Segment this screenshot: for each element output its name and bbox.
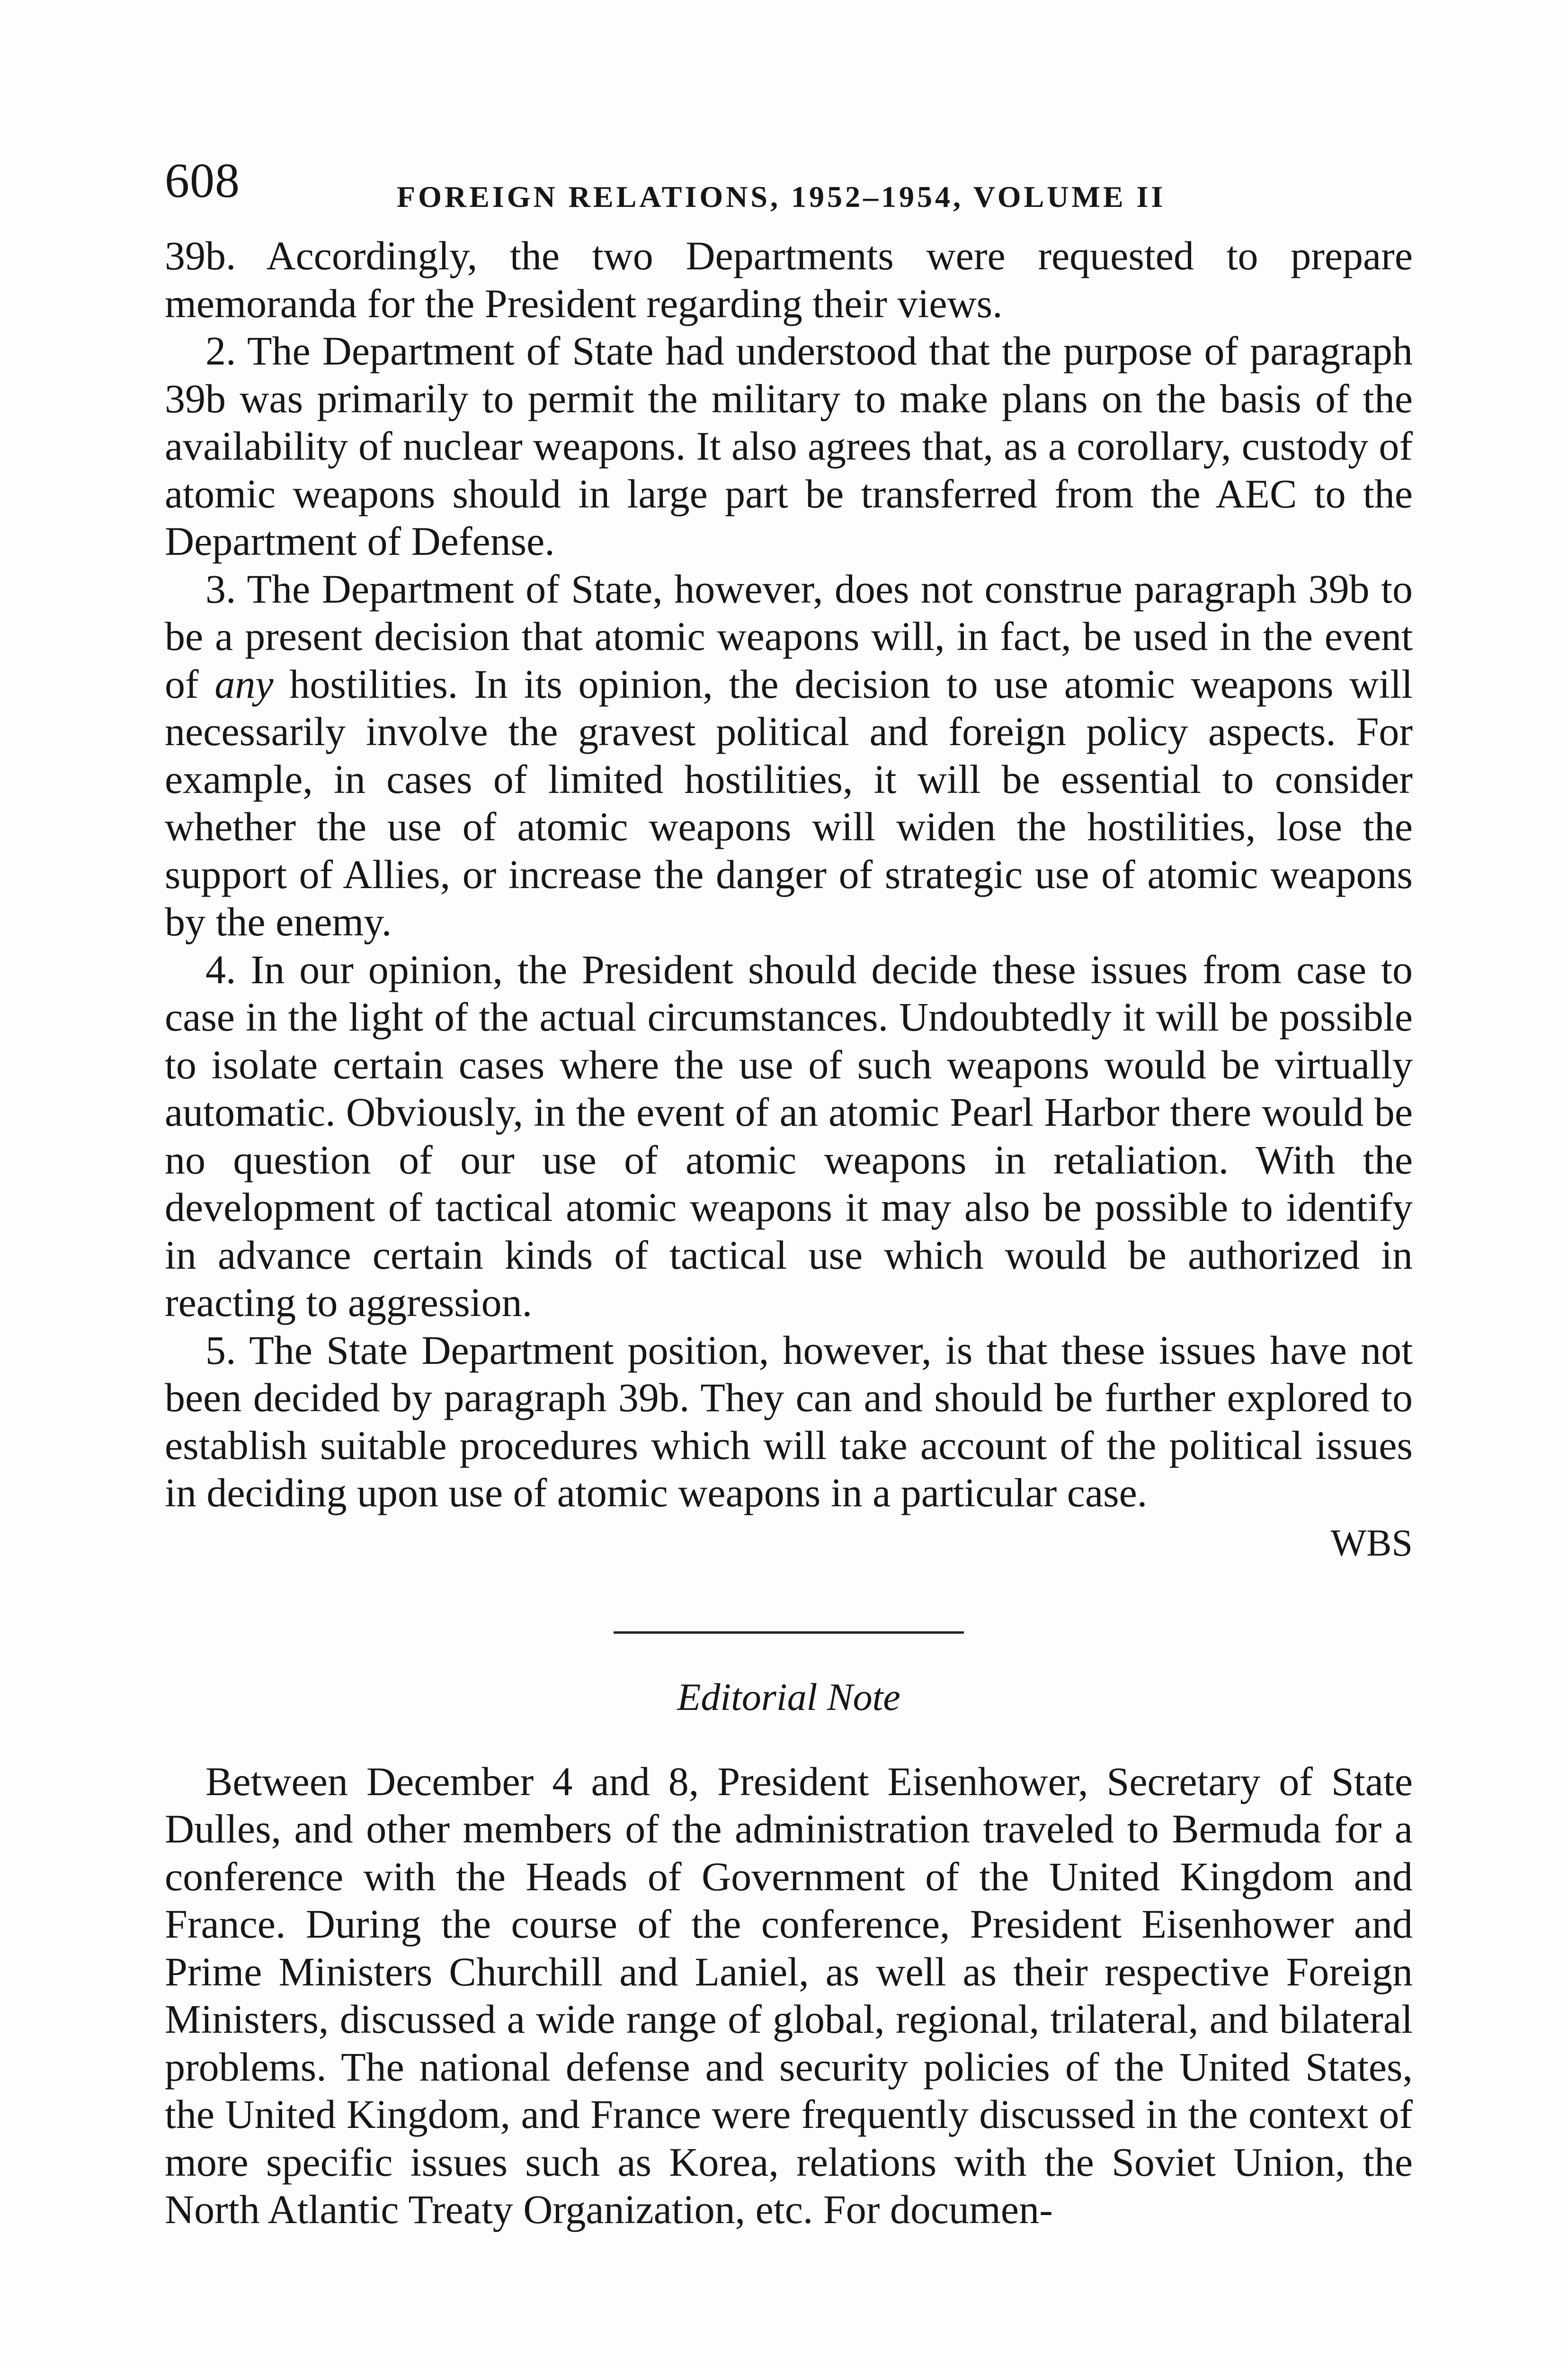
memo-body — [165, 232, 1413, 1567]
document-page — [165, 153, 1413, 2234]
editorial-note-paragraph: Between December 4 and 8, President Eisenhower, Secretary of State Dulles, and other members of the administration traveled to Bermuda for a conference with the Heads of Government of the United Kingdom and France. During the course of the conference, President Eisenhower and Prime Ministers Churchill and Laniel, as well as their respective Foreign Ministers, discussed a wide range of global, regional, trilateral, and bilateral problems. The national defense and security policies of the United States, the United Kingdom, and France were frequently discussed in the context of more specific issues such as Korea, relations with the Soviet Union, the North Atlantic Treaty Organization, etc. For documen- — [165, 1758, 1413, 2232]
section-divider — [614, 1631, 964, 1634]
memo-paragraph-5: 5. The State Department position, however, is that these issues have not been decided by paragraph 39b. They can and should be further explored to establish suitable procedures which will take account of the political issues in deciding upon use of atomic weapons in a particular case. — [165, 1327, 1413, 1515]
memo-paragraph-4: 4. In our opinion, the President should decide these issues from case to case in the light of the actual circumstances. Undoubtedly it will be possible to isolate certain cases where the use of such weapons would be virtually automatic. Obviously, in the event of an atomic Pearl Harbor there would be no question of our use of atomic weapons in retaliation. With the development of tactical atomic weapons it may also be possible to identify in advance certain kinds of tactical use which would be authorized in reacting to aggression. — [165, 946, 1413, 1325]
running-head-title: FOREIGN RELATIONS, 1952–1954, VOLUME II — [397, 180, 1166, 214]
memo-paragraph-3 — [165, 565, 1413, 946]
memo-paragraph-continuation: 39b. Accordingly, the two Departments were requested to prepare memoranda for the President regarding their views. — [165, 233, 1413, 326]
signature-initials: WBS — [1330, 1522, 1413, 1564]
editorial-note-title: Editorial Note — [677, 1675, 900, 1718]
memo-paragraph-3-emphasis: any — [214, 661, 274, 707]
memo-paragraph-2: 2. The Department of State had understood that the purpose of paragraph 39b was primarily to permit the military to make plans on the basis of the availability of nuclear weapons. It also agrees that, as a corollary, custody of atomic weapons should in large part be transferred from the AEC to the Department of Defense. — [165, 328, 1413, 564]
running-head — [165, 153, 1413, 232]
editorial-note — [165, 1673, 1413, 2234]
memo-paragraph-3-part-1: 3. The Department of State, however, does not construe paragraph 39b to be a present decision that atomic weapons will, in fact, be used in the event of — [165, 566, 1413, 707]
memo-paragraph-3-part-2: hostilities. In its opinion, the decision to use atomic weapons will necessarily involve the gravest political and foreign policy aspects. For example, in cases of limited hostilities, it will be essential to consider whether the use of atomic weapons will widen the hostilities, lose the support of Allies, or increase the danger of strategic use of atomic weapons by the enemy. — [165, 661, 1413, 944]
page-number: 608 — [165, 153, 240, 208]
